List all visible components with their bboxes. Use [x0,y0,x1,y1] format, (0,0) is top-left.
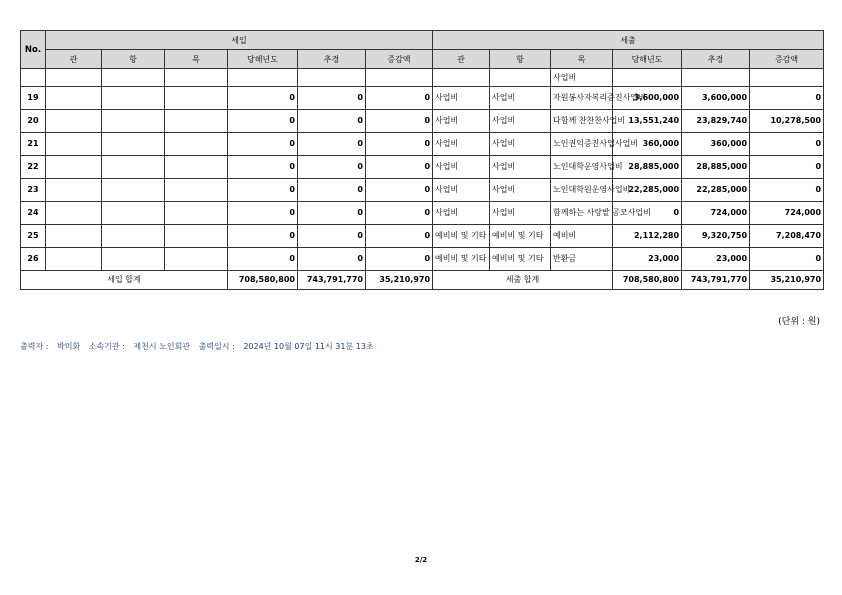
cell-in-supplement: 0 [298,248,366,271]
cell-in-diff: 0 [366,110,433,133]
cell-hang: 사업비 [490,156,551,179]
cell-no: 21 [21,133,46,156]
cell-mok: 다함께 찬찬찬사업비 [551,110,613,133]
cell-supplement: 3,600,000 [682,87,750,110]
cell-mok: 자원봉사자복리증진사업비 [551,87,613,110]
cell-gwan: 사업비 [433,179,490,202]
cell-no: 26 [21,248,46,271]
cell-mok: 노인권익증진사업사업비 [551,133,613,156]
cell-in-gwan [46,179,102,202]
cell-current: 360,000 [613,133,682,156]
cell-in-mok [165,202,228,225]
cell-in-hang [102,156,165,179]
header-income: 세입 [46,31,433,50]
cell-supplement: 9,320,750 [682,225,750,248]
cell-in-supplement: 0 [298,156,366,179]
header-ex-diff: 증감액 [750,50,824,69]
cell-no: 22 [21,156,46,179]
cell-hang: 사업비 [490,179,551,202]
cell-current: 28,885,000 [613,156,682,179]
header-in-current: 당해년도 [228,50,298,69]
cell-gwan: 사업비 [433,156,490,179]
cell-no: 19 [21,87,46,110]
cell-diff: 10,278,500 [750,110,824,133]
income-total-diff: 35,210,970 [366,271,433,290]
cell-diff: 0 [750,133,824,156]
cell-in-hang [102,248,165,271]
cell-mok: 예비비 [551,225,613,248]
cell-in-supplement: 0 [298,87,366,110]
cell-hang: 사업비 [490,87,551,110]
cell-current: 3,600,000 [613,87,682,110]
cell-mok: 사업비 [551,69,613,87]
cell-in-gwan [46,87,102,110]
header-in-diff: 증감액 [366,50,433,69]
table-row [21,110,824,133]
table-row [21,87,824,110]
cell-in-hang [102,225,165,248]
cell-in-diff: 0 [366,179,433,202]
header-ex-gwan: 관 [433,50,490,69]
cell-in-current: 0 [228,225,298,248]
cell-in-current: 0 [228,133,298,156]
cell-current: 22,285,000 [613,179,682,202]
cell-in-hang [102,202,165,225]
page-number: 2/2 [414,556,428,564]
cell-in-hang [102,179,165,202]
header-ex-mok: 목 [551,50,613,69]
cell-in-gwan [46,156,102,179]
org-label: 소속기관 : [88,342,125,351]
cell-in-diff: 0 [366,225,433,248]
cell-diff: 724,000 [750,202,824,225]
cell-in-mok [165,248,228,271]
header-in-gwan: 관 [46,50,102,69]
cell-current: 23,000 [613,248,682,271]
cell-gwan: 사업비 [433,202,490,225]
cell-in-hang [102,87,165,110]
cell-in-gwan [46,110,102,133]
cell-hang: 사업비 [490,110,551,133]
cell-hang: 사업비 [490,202,551,225]
cell-in-mok [165,179,228,202]
cell-supplement: 724,000 [682,202,750,225]
cell-diff: 0 [750,87,824,110]
cell-in-diff: 0 [366,87,433,110]
cell-in-supplement: 0 [298,179,366,202]
cell-in-diff: 0 [366,248,433,271]
print-date: 2024년 10월 07일 11시 31분 13초 [243,342,374,351]
cell-in-gwan [46,202,102,225]
cell-in-mok [165,110,228,133]
cell-in-current: 0 [228,156,298,179]
expense-total-diff: 35,210,970 [750,271,824,290]
cell-hang: 예비비 및 기타 [490,225,551,248]
header-in-mok: 목 [165,50,228,69]
cell-diff: 7,208,470 [750,225,824,248]
cell-in-current: 0 [228,248,298,271]
total-row [21,271,824,290]
cell-gwan: 예비비 및 기타 [433,248,490,271]
cell-current: 13,551,240 [613,110,682,133]
cell-in-mok [165,225,228,248]
table-row [21,156,824,179]
cell-in-current: 0 [228,110,298,133]
table-row [21,69,824,87]
expense-total-current: 708,580,800 [613,271,682,290]
cell-in-gwan [46,248,102,271]
income-total-current: 708,580,800 [228,271,298,290]
cell-current: 2,112,280 [613,225,682,248]
cell-in-current: 0 [228,179,298,202]
cell-supplement: 360,000 [682,133,750,156]
header-ex-hang: 항 [490,50,551,69]
cell-mok: 함께하는 사랑밭 공모사업비 [551,202,613,225]
cell-supplement: 23,000 [682,248,750,271]
cell-no: 23 [21,179,46,202]
cell-in-hang [102,133,165,156]
table-row [21,248,824,271]
cell-in-diff: 0 [366,133,433,156]
expense-total-label: 세출 합계 [433,271,613,290]
cell-gwan: 예비비 및 기타 [433,225,490,248]
cell-in-mok [165,156,228,179]
unit-note: (단위 : 원) [778,317,820,327]
printer-label: 출력자 : [20,342,49,351]
cell-in-gwan [46,225,102,248]
header-expense: 세출 [433,31,824,50]
print-footer [20,341,380,352]
cell-diff: 0 [750,179,824,202]
header-no: No. [21,31,46,69]
header-ex-current: 당해년도 [613,50,682,69]
cell-supplement: 22,285,000 [682,179,750,202]
cell-no: 24 [21,202,46,225]
cell-in-gwan [46,133,102,156]
income-total-supplement: 743,791,770 [298,271,366,290]
income-total-label: 세입 합계 [21,271,228,290]
header-in-hang: 항 [102,50,165,69]
header-ex-supplement: 추경 [682,50,750,69]
cell-no: 25 [21,225,46,248]
cell-in-supplement: 0 [298,225,366,248]
cell-in-diff: 0 [366,202,433,225]
cell-in-mok [165,133,228,156]
cell-gwan: 사업비 [433,110,490,133]
table-row [21,202,824,225]
cell-mok: 노인대학운영사업비 [551,156,613,179]
budget-table [20,30,824,290]
cell-mok: 반환금 [551,248,613,271]
org-name: 제천시 노인회관 [133,342,191,351]
cell-hang: 예비비 및 기타 [490,248,551,271]
cell-no: 20 [21,110,46,133]
header-in-supplement: 추경 [298,50,366,69]
cell-supplement: 28,885,000 [682,156,750,179]
table-row [21,133,824,156]
date-label: 출력일시 : [198,342,235,351]
printer-name: 박미화 [56,342,81,351]
cell-gwan: 사업비 [433,133,490,156]
cell-in-mok [165,87,228,110]
cell-diff: 0 [750,248,824,271]
cell-mok: 노인대학원운영사업비 [551,179,613,202]
cell-in-current: 0 [228,202,298,225]
cell-in-current: 0 [228,87,298,110]
cell-in-supplement: 0 [298,133,366,156]
cell-gwan: 사업비 [433,87,490,110]
expense-total-supplement: 743,791,770 [682,271,750,290]
cell-in-supplement: 0 [298,110,366,133]
table-row [21,179,824,202]
cell-in-diff: 0 [366,156,433,179]
cell-current: 0 [613,202,682,225]
table-row [21,225,824,248]
cell-hang: 사업비 [490,133,551,156]
cell-in-supplement: 0 [298,202,366,225]
cell-in-hang [102,110,165,133]
cell-diff: 0 [750,156,824,179]
cell-supplement: 23,829,740 [682,110,750,133]
